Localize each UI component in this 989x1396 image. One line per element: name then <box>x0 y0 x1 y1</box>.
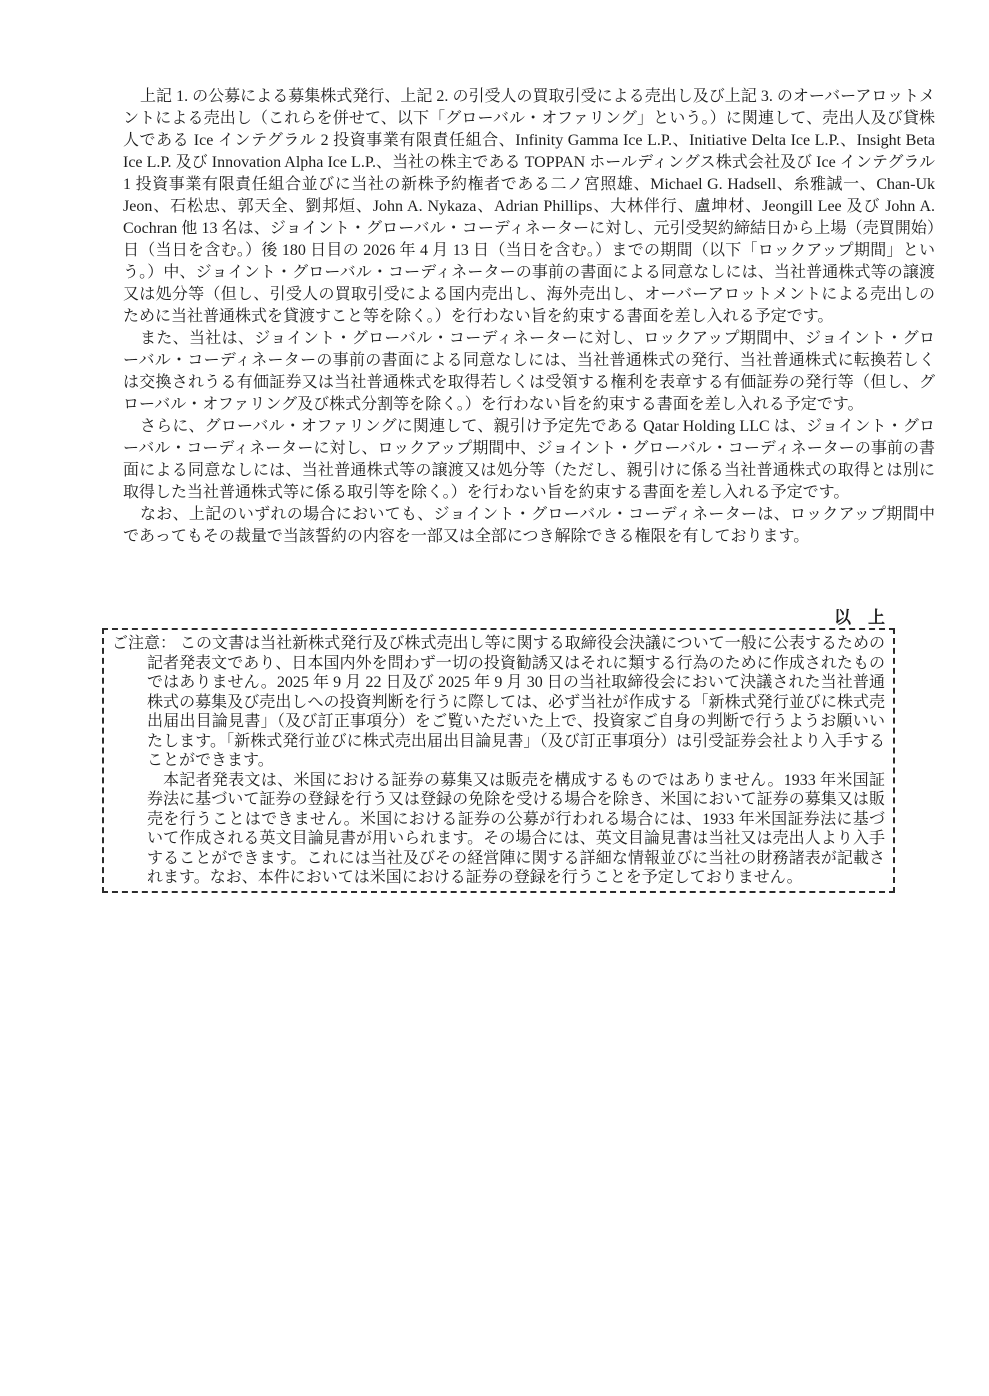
notice-label: ご注意： <box>112 635 177 652</box>
closing-mark: 以 上 <box>834 608 885 627</box>
paragraph-company-lockup: また、当社は、ジョイント・グローバル・コーディネーターに対し、ロックアップ期間中、ジョイント・グローバル・コーディネーターの事前の書面による同意なしには、当社普通株式の発行、当社普通株式に転換若しくは交換されうる有価証券又は当社普通株式を取得若しくは受領する権利を表章する有価証券の発行等（但し、グローバル・オファリング及び株式分割等を除く。）を行わない旨を約束する書面を差し入れる予定です。 <box>123 330 935 413</box>
notice-box <box>102 628 895 893</box>
paragraph-sellers-lockup: 上記 1. の公募による募集株式発行、上記 2. の引受人の買取引受による売出し及び上記 3. のオーバーアロットメントによる売出し（これらを併せて、以下「グローバル・オファリング」という。）に関連して、売出人及び貸株人である Ice インテグラル 2 投資事業有限責任組合、Infinity Gamma Ice L.P.、Initiative Delta Ice L.P.、Insight Beta Ice L.P. 及び Innovation Alpha Ice L.P.、当社の株主である TOPPAN ホールディングス株式会社及び Ice インテグラル 1 投資事業有限責任組合並びに当社の新株予約権者である二ノ宮照雄、Michael G. Hadsell、糸雅誠一、Chan-Uk Jeon、石松忠、郭天全、劉邦烜、John A. Nykaza、Adrian Phillips、大林伴行、盧坤材、Jeongill Lee 及び John A. Cochran 他 13 名は、ジョイント・グローバル・コーディネーターに対し、元引受契約締結日から上場（売買開始）日（当日を含む。）後 180 日目の 2026 年 4 月 13 日（当日を含む。）までの期間（以下「ロックアップ期間」という。）中、ジョイント・グローバル・コーディネーターの事前の書面による同意なしには、当社普通株式等の譲渡又は処分等（但し、引受人の買取引受による国内売出し、海外売出し、オーバーアロットメントによる売出しのために当社普通株式を貸渡すこと等を除く。）を行わない旨を約束する書面を差し入れる予定です。 <box>123 88 935 325</box>
paragraph-qatar-holding-lockup: さらに、グローバル・オファリングに関連して、親引け予定先である Qatar Holding LLC は、ジョイント・グローバル・コーディネーターに対し、ロックアップ期間中、ジョイント・グローバル・コーディネーターの事前の書面による同意なしには、当社普通株式等の譲渡又は処分等（ただし、親引けに係る当社普通株式の取得とは別に取得した当社普通株式等に係る取引等を除く。）を行わない旨を約束する書面を差し入れる予定です。 <box>123 418 935 501</box>
notice-paragraph-us-securities: 本記者発表文は、米国における証券の募集又は販売を構成するものではありません。1933 年米国証券法に基づいて証券の登録を行う又は登録の免除を受ける場合を除き、米国において証券の募集又は販売を行うことはできません。米国における証券の公募が行われる場合には、1933 年米国証券法に基づいて作成される英文目論見書が用いられます。その場合には、英文目論見書は当社又は売出人より入手することができます。これには当社及びその経営陣に関する詳細な情報並びに当社の財務諸表が記載されます。なお、本件においては米国における証券の登録を行うことを予定しておりません。 <box>147 771 885 886</box>
press-release-body <box>123 86 935 548</box>
notice-paragraph-disclaimer: この文書は当社新株式発行及び株式売出し等に関する取締役会決議について一般に公表するための記者発表文であり、日本国内外を問わず一切の投資勧誘又はそれに類する行為のために作成されたものではありません。2025 年 9 月 22 日及び 2025 年 9 月 30 日の当社取締役会において決議された当社普通株式の募集及び売出しへの投資判断を行うに際しては、必ず当社が作成する「新株式発行並びに株式売出届出目論見書」（及び訂正事項分）をご覧いただいた上で、投資家ご自身の判断で行うようお願いいたします。「新株式発行並びに株式売出届出目論見書」（及び訂正事項分）は引受証券会社より入手することができます。 <box>147 635 885 769</box>
paragraph-lockup-release-right: なお、上記のいずれの場合においても、ジョイント・グローバル・コーディネーターは、ロックアップ期間中であってもその裁量で当該誓約の内容を一部又は全部につき解除できる権限を有しております。 <box>123 506 935 545</box>
notice-body <box>147 634 885 888</box>
